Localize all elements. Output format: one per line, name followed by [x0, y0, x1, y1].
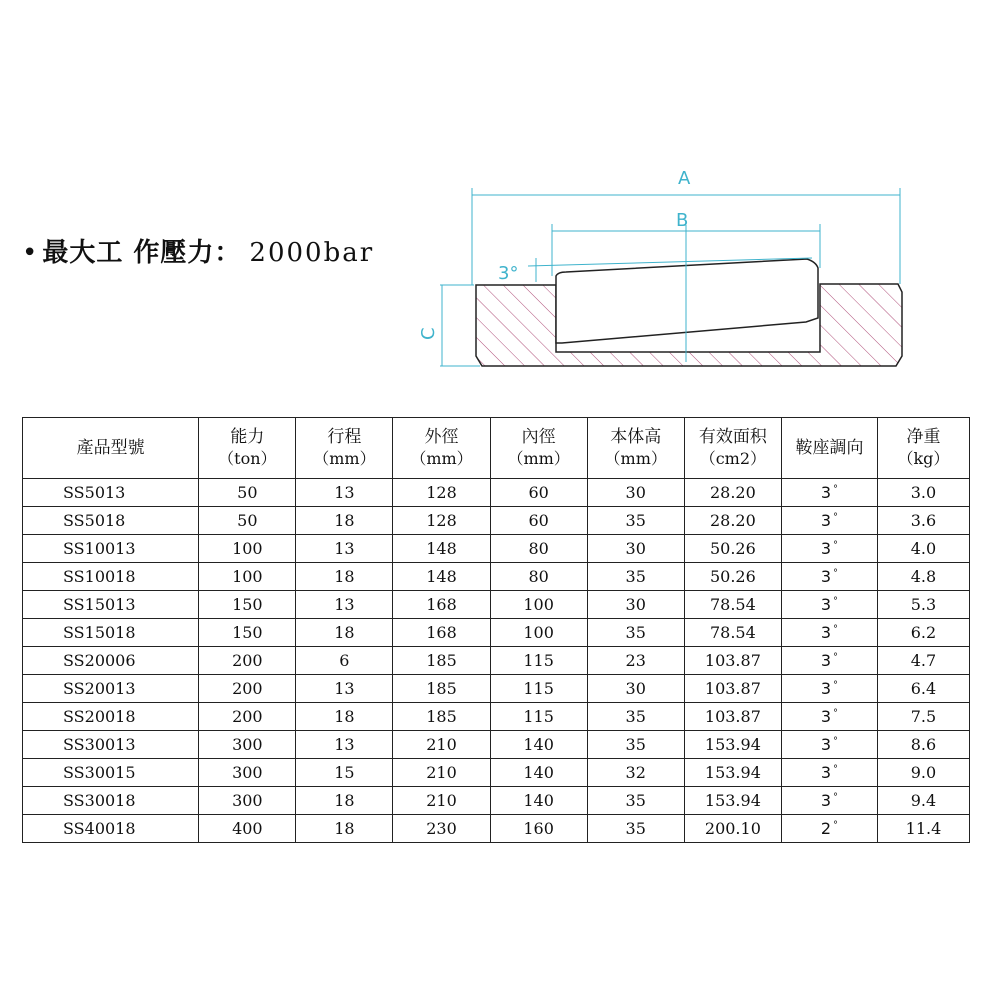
table-cell	[781, 815, 877, 843]
table-row	[23, 647, 970, 675]
table-cell: 185	[393, 675, 490, 703]
column-header-label: 净重	[906, 427, 941, 447]
table-cell: 5.3	[877, 591, 969, 619]
table-cell: 18	[296, 563, 393, 591]
table-cell: 80	[490, 535, 587, 563]
table-cell: 28.20	[684, 507, 781, 535]
column-header-unit: （mm）	[410, 449, 473, 468]
table-cell: 4.7	[877, 647, 969, 675]
table-cell: 78.54	[684, 619, 781, 647]
table-cell: 115	[490, 647, 587, 675]
table-cell	[781, 647, 877, 675]
table-cell: 100	[199, 535, 296, 563]
column-header-unit: （ton）	[218, 449, 277, 468]
degree-symbol: °	[833, 484, 839, 495]
column-header	[199, 418, 296, 479]
dimension-c-label: C	[418, 327, 439, 340]
table-cell: 210	[393, 759, 490, 787]
table-cell: 78.54	[684, 591, 781, 619]
table-cell: 140	[490, 759, 587, 787]
table-cell	[781, 479, 877, 507]
table-cell: 50.26	[684, 563, 781, 591]
table-cell: 115	[490, 675, 587, 703]
table-cell: 200.10	[684, 815, 781, 843]
degree-symbol: °	[833, 568, 839, 579]
table-cell: 35	[587, 507, 684, 535]
table-cell: 30	[587, 535, 684, 563]
angle-label: 3°	[498, 263, 519, 284]
degree-symbol: °	[833, 596, 839, 607]
table-cell: 30	[587, 675, 684, 703]
table-cell	[781, 563, 877, 591]
angle-value: 3	[820, 763, 832, 782]
table-cell: 103.87	[684, 647, 781, 675]
pressure-value: 2000bar	[249, 238, 375, 268]
table-cell: 210	[393, 787, 490, 815]
table-row	[23, 815, 970, 843]
table-cell: 160	[490, 815, 587, 843]
degree-symbol: °	[833, 820, 839, 831]
table-cell: 153.94	[684, 787, 781, 815]
column-header-unit: （kg）	[897, 449, 950, 468]
table-cell: 128	[393, 507, 490, 535]
table-cell: 153.94	[684, 759, 781, 787]
table-row	[23, 507, 970, 535]
column-header	[587, 418, 684, 479]
angle-value: 3	[820, 651, 832, 670]
table-row	[23, 703, 970, 731]
table-cell: 60	[490, 507, 587, 535]
table-cell: 6.4	[877, 675, 969, 703]
angle-value: 3	[820, 511, 832, 530]
pressure-label: 最大工 作壓力：	[42, 238, 242, 268]
column-header-unit: （mm）	[507, 449, 570, 468]
dimension-a-label: A	[678, 168, 691, 189]
table-cell: 50.26	[684, 535, 781, 563]
table-cell	[781, 703, 877, 731]
table-cell: 100	[199, 563, 296, 591]
table-cell: 18	[296, 815, 393, 843]
column-header-label: 外徑	[424, 427, 459, 447]
angle-value: 3	[820, 623, 832, 642]
column-header	[296, 418, 393, 479]
table-row	[23, 731, 970, 759]
table-cell: 50	[199, 479, 296, 507]
table-cell: 13	[296, 731, 393, 759]
column-header	[877, 418, 969, 479]
table-cell	[781, 759, 877, 787]
table-cell: 103.87	[684, 703, 781, 731]
table-cell: SS20018	[23, 703, 199, 731]
table-cell: 13	[296, 675, 393, 703]
angle-value: 3	[820, 595, 832, 614]
table-cell: 30	[587, 591, 684, 619]
table-cell: 140	[490, 731, 587, 759]
table-cell: 200	[199, 675, 296, 703]
table-cell: 35	[587, 703, 684, 731]
column-header	[23, 418, 199, 479]
table-cell: 13	[296, 591, 393, 619]
saddle-cross-section-drawing	[0, 0, 991, 420]
column-header-label: 能力	[230, 427, 265, 447]
table-cell	[781, 787, 877, 815]
table-cell: SS10018	[23, 563, 199, 591]
table-row	[23, 759, 970, 787]
degree-symbol: °	[833, 792, 839, 803]
table-cell: 18	[296, 787, 393, 815]
angle-value: 3	[820, 539, 832, 558]
column-header-label: 本体高	[610, 427, 662, 447]
table-header-row	[23, 418, 970, 479]
table-cell: 148	[393, 535, 490, 563]
angle-value: 3	[820, 567, 832, 586]
table-cell: 103.87	[684, 675, 781, 703]
table-cell: SS40018	[23, 815, 199, 843]
degree-symbol: °	[833, 680, 839, 691]
column-header	[684, 418, 781, 479]
table-cell: 115	[490, 703, 587, 731]
table-body	[23, 479, 970, 843]
table-cell: SS20006	[23, 647, 199, 675]
table-cell: 100	[490, 591, 587, 619]
table-row	[23, 787, 970, 815]
table-cell: 150	[199, 591, 296, 619]
table-cell: 100	[490, 619, 587, 647]
angle-value: 3	[820, 483, 832, 502]
table-cell: 140	[490, 787, 587, 815]
table-cell: 3.0	[877, 479, 969, 507]
table-cell: 35	[587, 787, 684, 815]
table-cell: 300	[199, 759, 296, 787]
table-cell: 185	[393, 703, 490, 731]
table-cell: 60	[490, 479, 587, 507]
table-cell: 6	[296, 647, 393, 675]
degree-symbol: °	[833, 736, 839, 747]
angle-value: 3	[820, 707, 832, 726]
table-cell: SS15018	[23, 619, 199, 647]
degree-symbol: °	[833, 652, 839, 663]
table-cell: 35	[587, 731, 684, 759]
column-header-unit: （mm）	[604, 449, 667, 468]
table-cell: 185	[393, 647, 490, 675]
table-cell: 230	[393, 815, 490, 843]
column-header	[781, 418, 877, 479]
table-cell: 28.20	[684, 479, 781, 507]
dimension-b-label: B	[676, 210, 689, 231]
table-cell: 300	[199, 731, 296, 759]
table-cell: 80	[490, 563, 587, 591]
table-cell: 13	[296, 479, 393, 507]
table-cell: 35	[587, 619, 684, 647]
table-cell: 4.8	[877, 563, 969, 591]
table-cell: 168	[393, 619, 490, 647]
angle-value: 3	[820, 679, 832, 698]
table-cell	[781, 675, 877, 703]
bullet: •	[22, 238, 39, 268]
table-cell	[781, 619, 877, 647]
table-cell: 11.4	[877, 815, 969, 843]
table-cell: 300	[199, 787, 296, 815]
table-cell: 9.0	[877, 759, 969, 787]
table-cell: 30	[587, 479, 684, 507]
column-header-unit: （mm）	[313, 449, 376, 468]
table-cell: 15	[296, 759, 393, 787]
table-cell: 23	[587, 647, 684, 675]
table-row	[23, 619, 970, 647]
table-cell	[781, 591, 877, 619]
column-header-label: 行程	[327, 427, 362, 447]
table-cell: 8.6	[877, 731, 969, 759]
table-row	[23, 591, 970, 619]
table-cell: SS30013	[23, 731, 199, 759]
table-cell: 4.0	[877, 535, 969, 563]
specification-table	[22, 417, 970, 843]
degree-symbol: °	[833, 708, 839, 719]
table-cell: 168	[393, 591, 490, 619]
table-cell	[781, 507, 877, 535]
table-cell: SS10013	[23, 535, 199, 563]
column-header-label: 有效面积	[698, 427, 767, 447]
degree-symbol: °	[833, 764, 839, 775]
degree-symbol: °	[833, 624, 839, 635]
column-header-unit: （cm2）	[699, 449, 767, 468]
angle-value: 3	[820, 791, 832, 810]
table-cell: 3.6	[877, 507, 969, 535]
column-header	[490, 418, 587, 479]
table-cell	[781, 535, 877, 563]
table-cell: 35	[587, 815, 684, 843]
table-row	[23, 535, 970, 563]
table-cell: 400	[199, 815, 296, 843]
table-cell: 18	[296, 703, 393, 731]
table-cell: 35	[587, 563, 684, 591]
table-cell	[781, 731, 877, 759]
table-cell: SS20013	[23, 675, 199, 703]
table-cell: 32	[587, 759, 684, 787]
table-cell: 150	[199, 619, 296, 647]
table-cell: 128	[393, 479, 490, 507]
table-cell: 6.2	[877, 619, 969, 647]
table-cell: 13	[296, 535, 393, 563]
table-cell: 50	[199, 507, 296, 535]
degree-symbol: °	[833, 540, 839, 551]
table-cell: 148	[393, 563, 490, 591]
saddle-insert	[556, 259, 818, 343]
table-cell: 153.94	[684, 731, 781, 759]
degree-symbol: °	[833, 512, 839, 523]
angle-value: 2	[820, 819, 832, 838]
table-cell: 18	[296, 619, 393, 647]
column-header-label: 鞍座調向	[795, 438, 864, 458]
table-cell: SS30018	[23, 787, 199, 815]
table-cell: 7.5	[877, 703, 969, 731]
column-header	[393, 418, 490, 479]
table-cell: 210	[393, 731, 490, 759]
table-row	[23, 675, 970, 703]
table-cell: SS5013	[23, 479, 199, 507]
angle-value: 3	[820, 735, 832, 754]
column-header-label: 產品型號	[76, 438, 145, 458]
column-header-label: 內徑	[521, 427, 556, 447]
table-cell: 200	[199, 647, 296, 675]
table-cell: SS5018	[23, 507, 199, 535]
table-row	[23, 563, 970, 591]
table-cell: SS30015	[23, 759, 199, 787]
table-cell: 9.4	[877, 787, 969, 815]
table-cell: SS15013	[23, 591, 199, 619]
table-row	[23, 479, 970, 507]
table-cell: 18	[296, 507, 393, 535]
table-cell: 200	[199, 703, 296, 731]
